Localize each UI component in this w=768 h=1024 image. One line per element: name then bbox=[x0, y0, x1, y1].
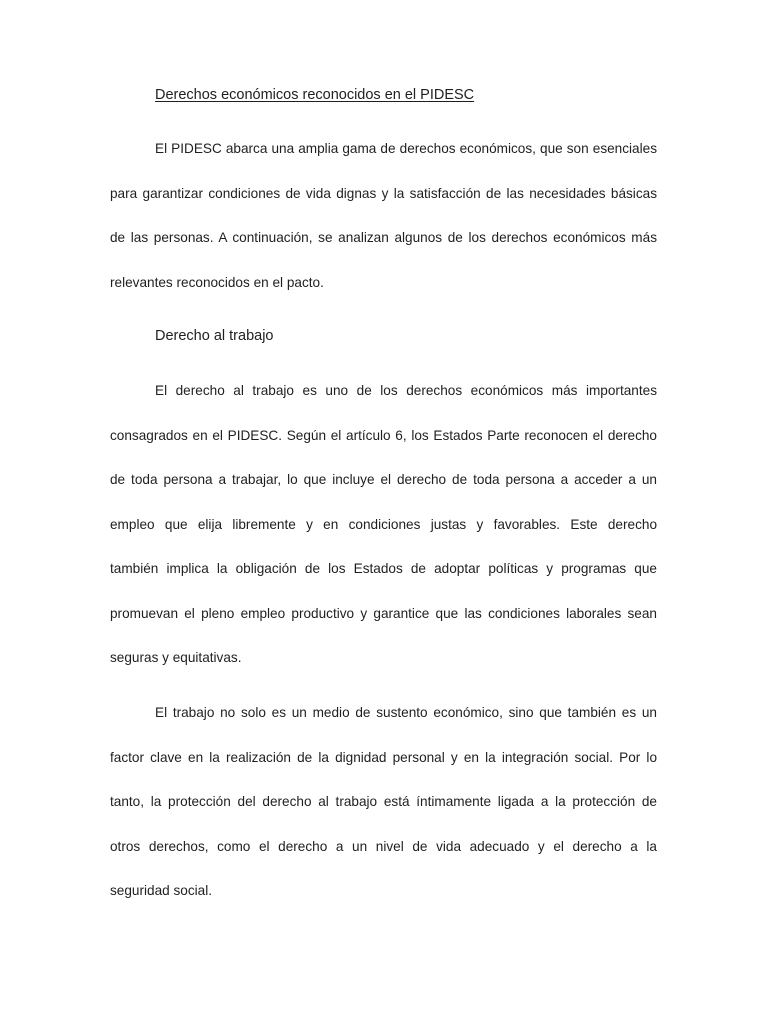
paragraph-intro bbox=[110, 140, 657, 318]
paragraph-trabajo-dignidad bbox=[110, 704, 657, 927]
paragraph-derecho-trabajo bbox=[110, 382, 657, 694]
subsection-heading: Derecho al trabajo bbox=[155, 328, 274, 344]
paragraph-line: para garantizar condiciones de vida dignas y la satisfacción de las necesidades básicas bbox=[110, 185, 657, 201]
paragraph-line: tanto, la protección del derecho al trabajo está íntimamente ligada a la protección de bbox=[110, 794, 657, 809]
paragraph-line: consagrados en el PIDESC. Según el artículo 6, los Estados Parte reconocen el derecho bbox=[110, 427, 657, 443]
paragraph-line: seguridad social. bbox=[110, 883, 213, 898]
paragraph-line: El trabajo no solo es un medio de sustento económico, sino que también es un bbox=[155, 705, 657, 720]
paragraph-line: de toda persona a trabajar, lo que incluye el derecho de toda persona a acceder a un bbox=[110, 472, 657, 487]
paragraph-line: también implica la obligación de los Estados de adoptar políticas y programas que bbox=[110, 561, 657, 576]
paragraph-line: relevantes reconocidos en el pacto. bbox=[110, 274, 324, 290]
paragraph-line: El PIDESC abarca una amplia gama de derechos económicos, que son esenciales bbox=[155, 141, 657, 156]
section-heading: Derechos económicos reconocidos en el PIDESC bbox=[155, 87, 475, 103]
paragraph-line: factor clave en la realización de la dignidad personal y en la integración social. Por lo bbox=[110, 749, 657, 765]
paragraph-line: El derecho al trabajo es uno de los derechos económicos más importantes bbox=[155, 383, 657, 398]
paragraph-line: otros derechos, como el derecho a un nivel de vida adecuado y el derecho a la bbox=[110, 838, 657, 854]
paragraph-line: de las personas. A continuación, se analizan algunos de los derechos económicos más bbox=[110, 230, 657, 245]
paragraph-line: seguras y equitativas. bbox=[110, 650, 242, 665]
paragraph-line: empleo que elija libremente y en condiciones justas y favorables. Este derecho bbox=[110, 516, 657, 532]
paragraph-line: promuevan el pleno empleo productivo y garantice que las condiciones laborales sean bbox=[110, 605, 657, 621]
